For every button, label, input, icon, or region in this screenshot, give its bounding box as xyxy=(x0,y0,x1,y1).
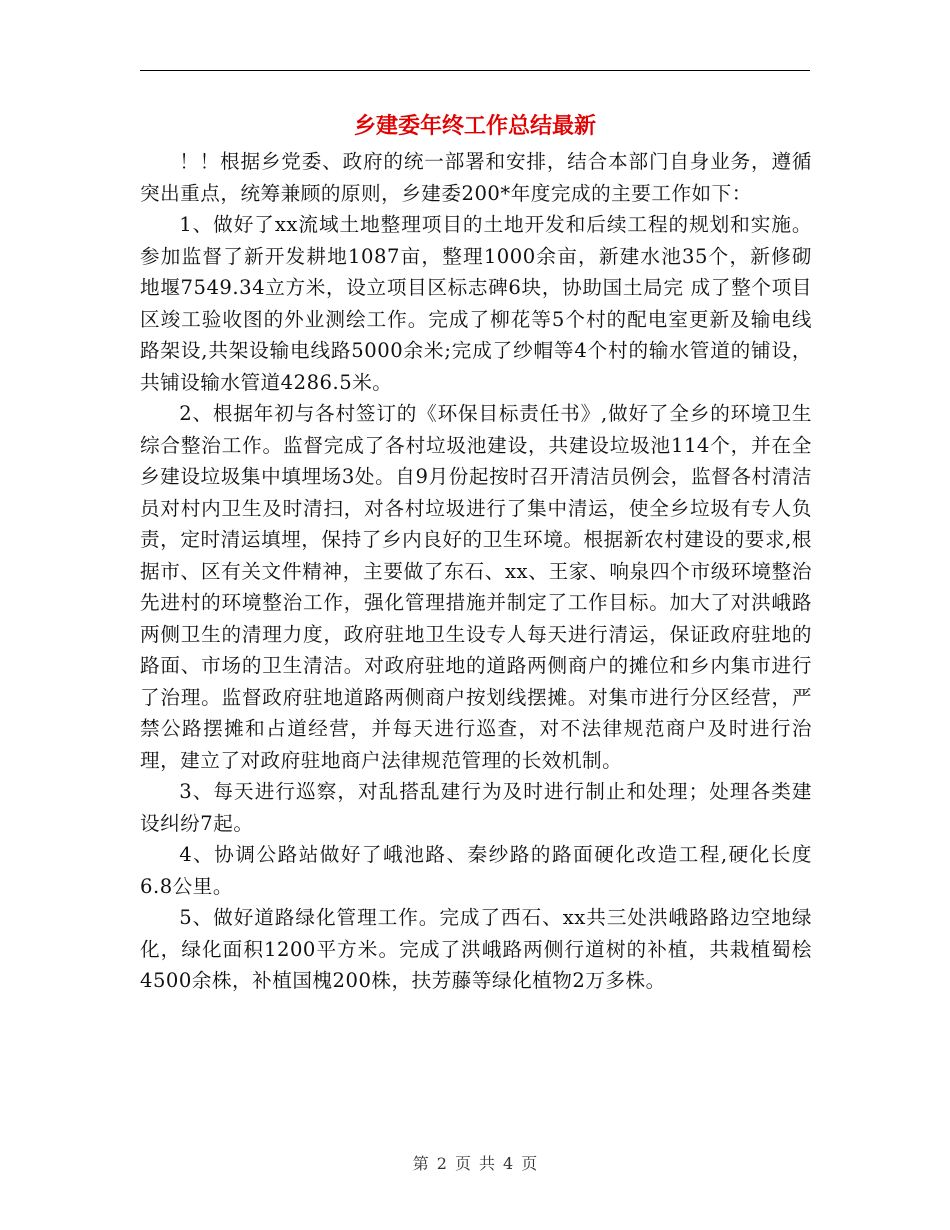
paragraph-item-4: 4、协调公路站做好了峨池路、秦纱路的路面硬化改造工程,硬化长度6.8公里。 xyxy=(140,843,812,898)
header-rule xyxy=(140,70,810,71)
document-body xyxy=(140,146,812,997)
paragraph-item-2: 2、根据年初与各村签订的《环保目标责任书》,做好了全乡的环境卫生综合整治工作。监督完成了各村垃圾池建设，共建设垃圾池114个，并在全乡建设垃圾集中填埋场3处。自9月份起按时召开清洁员例会，监督各村清洁员对村内卫生及时清扫，对各村垃圾进行了集中清运，使全乡垃圾有专人负责，定时清运填埋，保持了乡内良好的卫生环境。根据新农村建设的要求,根据市、区有关文件精神，主要做了东石、xx、王家、响泉四个市级环境整治先进村的环境整治工作，强化管理措施并制定了工作目标。加大了对洪峨路两侧卫生的清理力度，政府驻地卫生设专人每天进行清运，保证政府驻地的路面、市场的卫生清洁。对政府驻地的道路两侧商户的摊位和乡内集市进行了治理。监督政府驻地道路两侧商户按划线摆摊。对集市进行分区经营，严禁公路摆摊和占道经营，并每天进行巡查，对不法律规范商户及时进行治理，建立了对政府驻地商户法律规范管理的长效机制。 xyxy=(140,402,812,772)
footer-total-unit: 页 xyxy=(521,1154,538,1173)
footer-page-label: 第 xyxy=(412,1154,429,1173)
footer-page-total: 4 xyxy=(503,1154,514,1173)
paragraph-item-3: 3、每天进行巡察，对乱搭乱建行为及时进行制止和处理；处理各类建设纠纷7起。 xyxy=(140,780,812,835)
footer-total-label: 共 xyxy=(479,1154,496,1173)
paragraph-item-1: 1、做好了xx流域土地整理项目的土地开发和后续工程的规划和实施。参加监督了新开发耕地1087亩，整理1000余亩，新建水池35个，新修砌地堰7549.34立方米，设立项目区标志碑6块，协助国土局完 成了整个项目区竣工验收图的外业测绘工作。完成了柳花等5个村的配电室更新及输电线路架设,共架设输电线路5000余米;完成了纱帽等4个村的输水管道的铺设，共铺设输水管道4286.5米。 xyxy=(140,213,812,394)
footer-page-unit: 页 xyxy=(454,1154,471,1173)
page-footer xyxy=(0,1152,950,1176)
paragraph-item-5: 5、做好道路绿化管理工作。完成了西石、xx共三处洪峨路路边空地绿化，绿化面积1200平方米。完成了洪峨路两侧行道树的补植，共栽植蜀桧4500余株，补植国槐200株，扶芳藤等绿化植物2万多株。 xyxy=(140,906,812,992)
footer-page-current: 2 xyxy=(436,1154,447,1173)
document-title: 乡建委年终工作总结最新 xyxy=(353,114,596,139)
paragraph-intro: ！！根据乡党委、政府的统一部署和安排，结合本部门自身业务，遵循突出重点，统筹兼顾的原则，乡建委200*年度完成的主要工作如下： xyxy=(140,150,812,205)
